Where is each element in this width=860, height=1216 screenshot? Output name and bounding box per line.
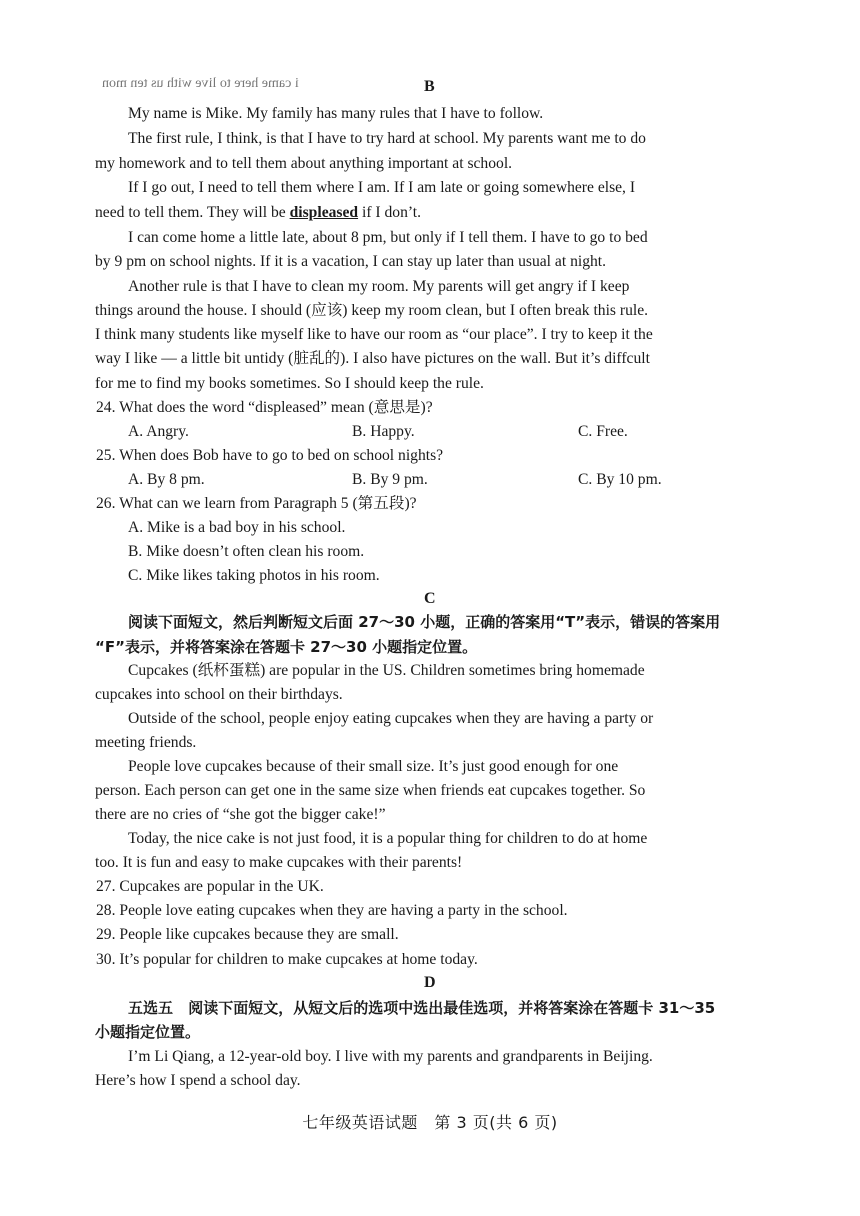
option-b: B. Happy.	[352, 423, 415, 440]
passage-c-line: People love cupcakes because of their small size. It’s just good enough for one	[128, 758, 619, 775]
passage-c-line: Today, the nice cake is not just food, it is a popular thing for children to do at home	[128, 830, 648, 847]
passage-c-line: person. Each person can get one in the same size when friends eat cupcakes together. So	[95, 782, 646, 799]
option-a: A. By 8 pm.	[128, 471, 205, 488]
passage-b-line: way I like — a little bit untidy (脏乱的). I also have pictures on the wall. But it’s diffcult	[95, 350, 650, 367]
passage-b-line: If I go out, I need to tell them where I am. If I am late or going somewhere else, I	[128, 179, 636, 196]
task-type-tag: 五选五	[128, 999, 174, 1017]
text-segment: need to tell them. They will be	[95, 204, 286, 221]
passage-b-line: my homework and to tell them about anything important at school.	[95, 155, 513, 172]
question-text: What can we learn from Paragraph 5 (第五段)?	[119, 495, 417, 512]
option-a: A. Mike is a bad boy in his school.	[128, 519, 346, 536]
section-b-heading: B	[424, 78, 435, 95]
option-b: B. Mike doesn’t often clean his room.	[128, 543, 365, 560]
option-b: B. By 9 pm.	[352, 471, 428, 488]
instruction-line: “F”表示，并将答案涂在答题卡 27～30 小题指定位置。	[95, 638, 478, 656]
instruction-line: 阅读下面短文，然后判断短文后面 27～30 小题，正确的答案用“T”表示，错误的答案用	[128, 613, 721, 631]
page-footer: 七年级英语试题 第 3 页(共 6 页)	[302, 1113, 558, 1132]
instruction-line	[128, 998, 715, 1018]
passage-b-line: by 9 pm on school nights. If it is a vacation, I can stay up later than usual at night.	[95, 253, 607, 270]
statement-27: 27. Cupcakes are popular in the UK.	[96, 878, 324, 895]
section-c-heading: C	[424, 590, 436, 607]
passage-c-line: cupcakes into school on their birthdays.	[95, 686, 343, 703]
passage-b-line: My name is Mike. My family has many rules that I have to follow.	[128, 105, 544, 122]
passage-c-line: Outside of the school, people enjoy eating cupcakes when they are having a party or	[128, 710, 654, 727]
option-c: C. Mike likes taking photos in his room.	[128, 567, 380, 584]
question-number: 26.	[96, 495, 116, 512]
option-c: C. Free.	[578, 423, 628, 440]
statement-28: 28. People love eating cupcakes when they are having a party in the school.	[96, 902, 568, 919]
question-number: 25.	[96, 447, 116, 464]
section-d-heading: D	[424, 974, 436, 991]
question-25	[96, 446, 443, 466]
passage-c-line: Cupcakes (纸杯蛋糕) are popular in the US. Children sometimes bring homemade	[128, 662, 645, 679]
question-number: 24.	[96, 399, 116, 416]
text-segment: if I don’t.	[361, 204, 422, 221]
passage-c-line: there are no cries of “she got the bigger cake!”	[95, 806, 386, 823]
passage-b-line: Another rule is that I have to clean my room. My parents will get angry if I keep	[128, 278, 630, 295]
option-c: C. By 10 pm.	[578, 471, 662, 488]
question-text: What does the word “displeased” mean (意思是)?	[119, 399, 433, 416]
passage-d-line: I’m Li Qiang, a 12-year-old boy. I live with my parents and grandparents in Beijing.	[128, 1048, 653, 1065]
bleed-through-text: i came here to live with us ten mon	[102, 76, 299, 91]
passage-b-line: The first rule, I think, is that I have to try hard at school. My parents want me to do	[128, 130, 646, 147]
underlined-word: displeased	[289, 204, 359, 221]
passage-c-line: meeting friends.	[95, 734, 197, 751]
passage-b-line: for me to find my books sometimes. So I should keep the rule.	[95, 375, 484, 392]
question-24	[96, 398, 433, 418]
instruction-line: 小题指定位置。	[95, 1023, 201, 1041]
passage-b-line	[95, 203, 421, 223]
passage-b-line: I can come home a little late, about 8 pm, but only if I tell them. I have to go to bed	[128, 229, 648, 246]
passage-b-line: things around the house. I should (应该) keep my room clean, but I often break this rule.	[95, 302, 649, 319]
passage-c-line: too. It is fun and easy to make cupcakes with their parents!	[95, 854, 463, 871]
instruction-text: 阅读下面短文，从短文后的选项中选出最佳选项，并将答案涂在答题卡 31～35	[188, 999, 716, 1017]
statement-29: 29. People like cupcakes because they are small.	[96, 926, 399, 943]
option-a: A. Angry.	[128, 423, 189, 440]
statement-30: 30. It’s popular for children to make cupcakes at home today.	[96, 951, 478, 968]
question-26	[96, 494, 417, 514]
passage-d-line: Here’s how I spend a school day.	[95, 1072, 301, 1089]
question-text: When does Bob have to go to bed on school nights?	[119, 447, 444, 464]
passage-b-line: I think many students like myself like to have our room as “our place”. I try to keep it the	[95, 326, 653, 343]
